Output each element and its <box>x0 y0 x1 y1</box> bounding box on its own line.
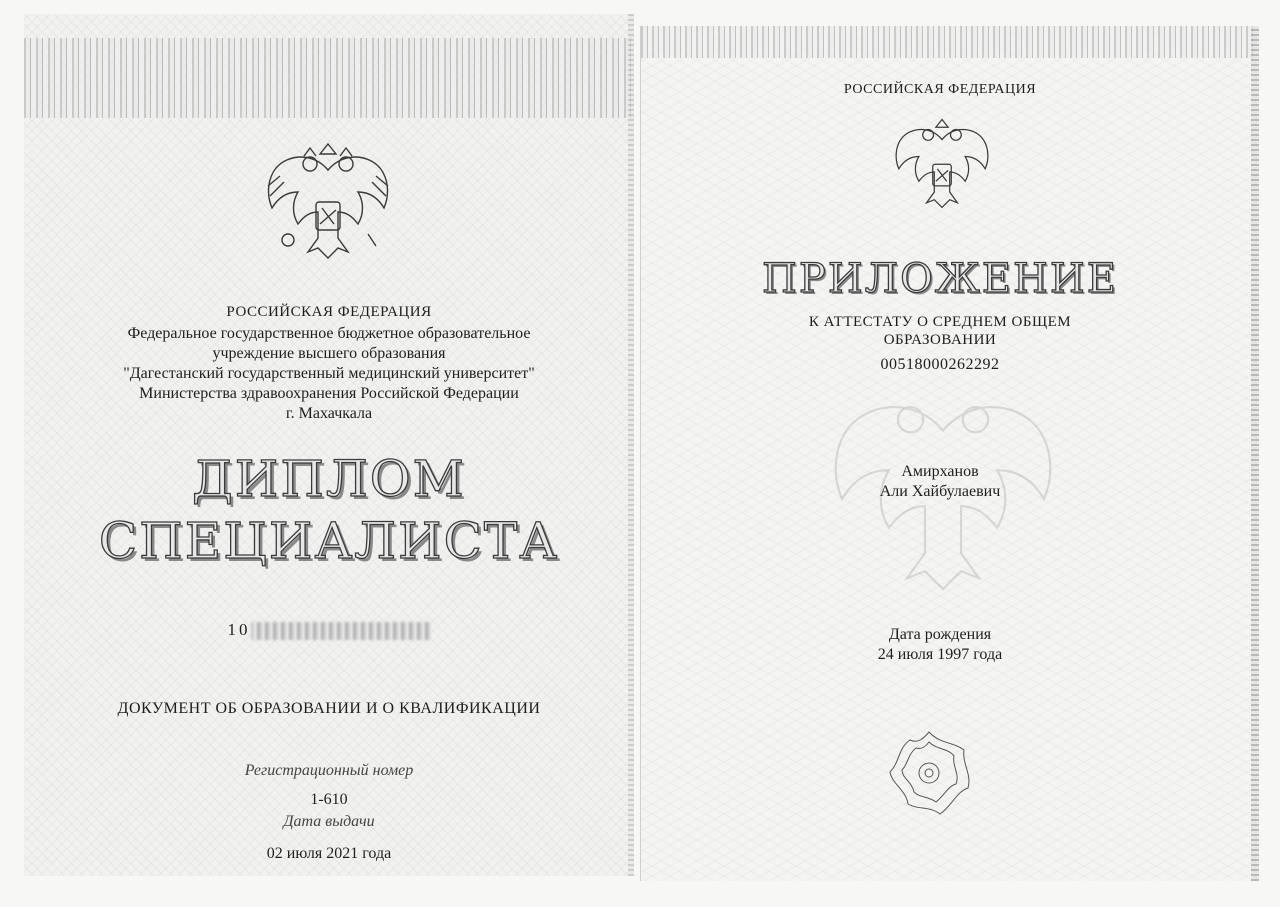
supplement-title: ПРИЛОЖЕНИЕ <box>762 256 1118 302</box>
registration-number: 1-610 <box>310 791 348 808</box>
supplement-serial: 00518000262292 <box>880 356 1000 373</box>
institution-line: Федеральное государственное бюджетное образовательное <box>127 325 531 342</box>
institution-line: Министерства здравоохранения Российской Федерации <box>139 385 519 402</box>
issue-date: 02 июля 2021 года <box>266 845 392 862</box>
registration-label: Регистрационный номер <box>244 762 414 779</box>
document-title-line1: ДИПЛОМ <box>192 450 466 508</box>
guilloche-band <box>641 26 1257 58</box>
institution-line: учреждение высшего образования <box>212 345 446 362</box>
institution-line: г. Махачкала <box>285 405 373 422</box>
institution-line: "Дагестанский государственный медицинский университет" <box>123 365 535 382</box>
serial-number <box>24 620 634 640</box>
document-title-line2: СПЕЦИАЛИСТА <box>98 512 560 570</box>
redacted-serial <box>251 622 431 640</box>
holder-name: Али Хайбулаевич <box>879 483 1001 500</box>
guilloche-band <box>24 38 634 118</box>
document-type: ДОКУМЕНТ ОБ ОБРАЗОВАНИИ И О КВАЛИФИКАЦИИ <box>117 700 541 717</box>
birth-date: 24 июля 1997 года <box>877 646 1003 663</box>
supplement-subtitle-line2: ОБРАЗОВАНИИ <box>883 332 997 348</box>
serial-number-visible: 10 <box>227 620 251 639</box>
page-edge-pattern <box>1251 26 1259 881</box>
country-name: РОССИЙСКАЯ ФЕДЕРАЦИЯ <box>843 82 1037 97</box>
double-headed-eagle-icon <box>888 110 996 220</box>
page-edge-pattern <box>628 14 634 876</box>
rosette-seal-icon <box>882 728 976 822</box>
issue-date-label: Дата выдачи <box>283 813 375 830</box>
double-headed-eagle-icon <box>258 142 398 264</box>
birth-date-label: Дата рождения <box>888 626 992 643</box>
holder-surname: Амирханов <box>901 463 979 480</box>
supplement-subtitle-line1: К АТТЕСТАТУ О СРЕДНЕМ ОБЩЕМ <box>808 314 1072 330</box>
country-name: РОССИЙСКАЯ ФЕДЕРАЦИЯ <box>226 304 432 320</box>
